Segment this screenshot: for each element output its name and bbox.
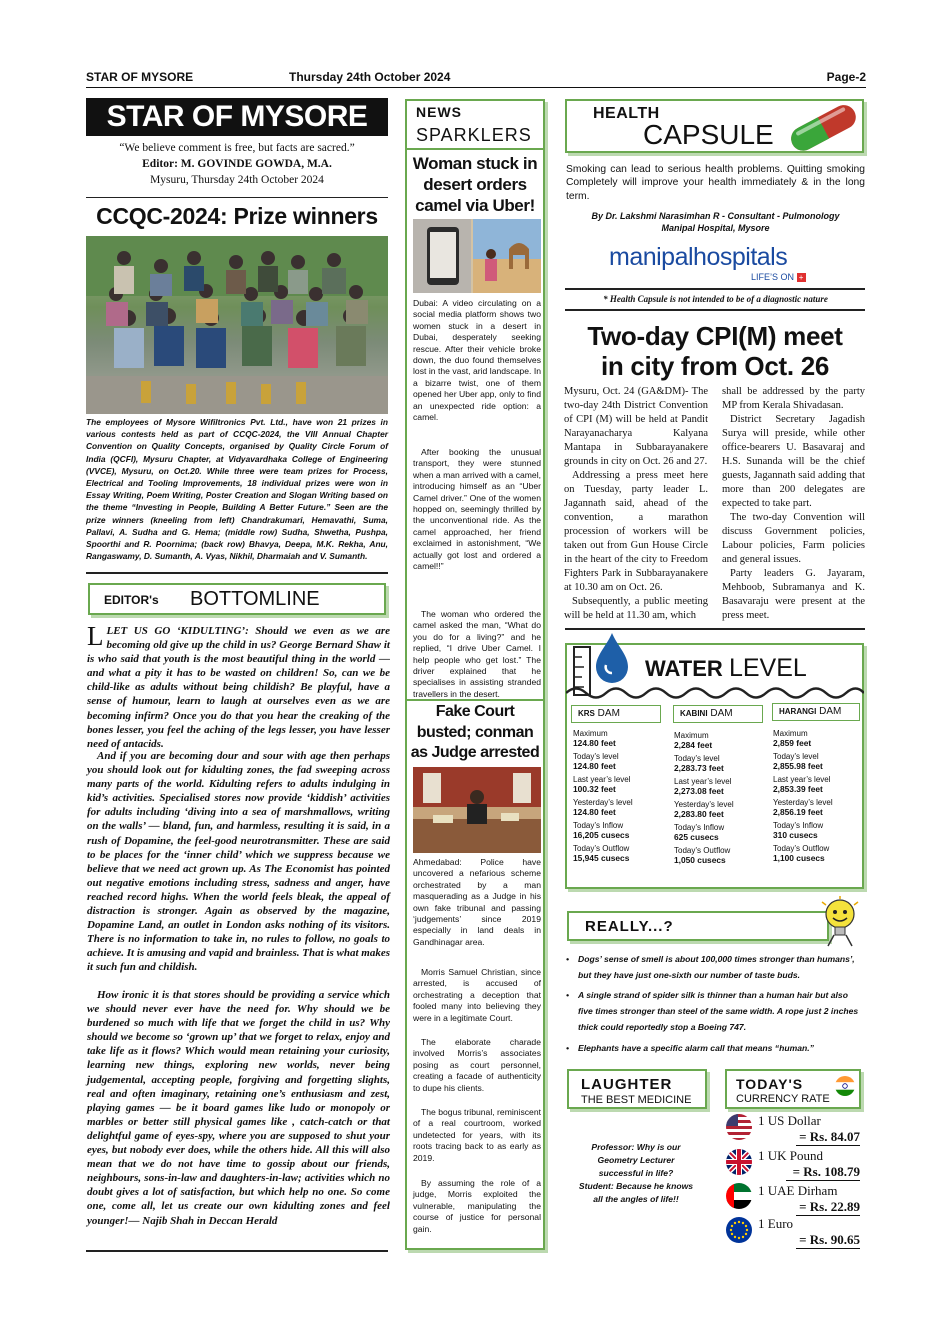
masthead-title: STAR OF MYSORE	[86, 98, 388, 136]
currency-usd-unit: 1 US Dollar	[758, 1113, 821, 1128]
laughter-joke: Professor: Why is our Geometry Lecturer successful in life? Student: Because he knows all the angles of life!!	[578, 1142, 694, 1204]
story1-paragraph-3: The woman who ordered the camel asked the man, “What do you do for a living?” and he replied, “I drive Uber Camel. I help people who get lost.” The driver explained that he specialises in assisting stranded travellers in the desert.	[413, 609, 541, 699]
currency-title: TODAY'S	[736, 1076, 804, 1092]
india-flag-icon	[834, 1075, 856, 1097]
health-label-top: HEALTH	[593, 105, 660, 122]
currency-eur-value: = Rs. 90.65	[796, 1232, 860, 1249]
dam-label-kabini: KABINI DAM	[673, 705, 763, 723]
masthead-editor: Editor: M. GOVINDE GOWDA, M.A.	[142, 158, 332, 170]
currency-aed-unit: 1 UAE Dirham	[758, 1183, 838, 1198]
story2-paragraph-5: By assuming the role of a judge, Morris exploited the vulnerable, manipulating the course of justice for personal gain.	[413, 1178, 541, 1234]
water-waves-icon	[566, 683, 864, 701]
sparklers-label-top: NEWS	[416, 104, 462, 120]
manipal-logo: manipalhospitals	[609, 243, 788, 271]
currency-eur-unit: 1 Euro	[758, 1216, 794, 1231]
really-title: REALLY...?	[585, 918, 674, 935]
cpim-headline: Two-day CPI(M) meet in city from Oct. 26	[587, 321, 843, 381]
uae-flag-icon	[726, 1183, 752, 1209]
cpim-left-column: Mysuru, Oct. 24 (GA&DM)- The two-day 24th District Convention of CPI (M) will be held at Pandit Narayanacharya Kalyana Mantapa in Subbarayanakere grounds in city on Oct. 26 and 27. Addressing a press meet here on Tuesday, party leader L. Jagannath said, ahead of the convention, a marathon procession of workers will be taken out from Gun House Circle in the heart of the city to Freedom Fighters Park in Subbarayanakere at 10.30 am on Oct. 26. Subsequently, a public meeting will be held at 11.30 am, which	[564, 386, 708, 621]
currency-gbp-unit: 1 UK Pound	[758, 1148, 824, 1163]
eu-flag-icon	[726, 1217, 752, 1243]
health-disclaimer: * Health Capsule is not intended to be of a diagnostic nature	[603, 294, 828, 304]
story2-paragraph-1: Ahmedabad: Police have uncovered a nefarious scheme orchestrated by a man masquerading as a Judge in his own fake tribunal and passing ‘judgements’ since 2019 especially in land deals in Gandhinagar area.	[413, 857, 541, 947]
story2-paragraph-3: The elaborate charade involved Morris’s associates posing as court personnel, creating a facade of authenticity to dupe his clients.	[413, 1037, 541, 1093]
really-title-box	[567, 911, 829, 941]
dam-stats-krs: Maximum 124.80 feet Today’s level 124.80 feet Last year’s level 100.32 feet Yesterday’s level 124.80 feet Today’s Inflow 16,205 cusecs Today’s Outflow 15,945 cusecs	[573, 729, 633, 863]
laughter-subtitle: THE BEST MEDICINE	[581, 1094, 692, 1106]
bottomline-label-box	[88, 583, 386, 615]
bottomline-paragraph-1: LLET US GO ‘KIDULTING’: Should we even as we are becoming old give up the child in us? George Bernard Shaw it is who said that youth is the most beautiful thing in the world — and what a pity it has to be wasted on children! So, can we be child-like as adults without being childish? Be playful, have a sense of humour, learn to laugh at ourselves even as we are becoming infirm? Once you do that you hear the creaking of the bones lesser, you feel the aching of the legs lesser, you have lesser need of antacids.	[87, 621, 390, 750]
health-capsule-box	[565, 99, 864, 153]
really-item: • A single strand of spider silk is thinner than a human hair but also five times stronger than steel of the same width. A rope just 2 inches thick could reportedly stop a Boeing 747.	[566, 990, 859, 1032]
dam-stats-kabini: Maximum 2,284 feet Today’s level 2,283.73 feet Last year’s level 2,273.08 feet Yesterday’s level 2,283.80 feet Today’s Inflow 625 cusecs Today’s Outflow 1,050 cusecs	[674, 731, 734, 865]
currency-gbp-value: = Rs. 108.79	[786, 1164, 860, 1181]
header-date: Thursday 24th October 2024	[289, 70, 451, 84]
dam-label-harangi: HARANGI DAM	[772, 703, 860, 721]
story1-paragraph-1: Dubai: A video circulating on a social media platform shows two women stuck in a desert in Dubai, desperately seeking rescue. After their vehicle broke down, the duo found themselves lost in the vast, arid landscape. In a bizarre twist, one of them opened her Uber app, only to find an unexpected ride option: a camel.	[413, 298, 541, 423]
page-header	[86, 68, 866, 88]
divider	[86, 572, 388, 574]
currency-subtitle: CURRENCY RATE	[736, 1093, 830, 1105]
health-text: Smoking can lead to serious health problems. Quitting smoking Completely will improve your health immediately & in the long term.	[566, 164, 865, 202]
laughter-title: LAUGHTER	[581, 1076, 673, 1093]
divider	[407, 148, 543, 150]
pill-icon	[782, 102, 864, 152]
really-item: • Dogs’ sense of smell is about 100,000 times stronger than humans’, but they have just one-sixth our number of taste buds.	[566, 954, 855, 980]
masthead-dateline: Mysuru, Thursday 24th October 2024	[150, 174, 324, 186]
story1-paragraph-2: After booking the unusual transport, they were stunned when a man arrived with a camel, introducing himself as an “Uber Camel driver.” One of the women hopped on, seemingly thrilled by the unconventional ride. As the camel approached, her friend exclaimed in astonishment, “We actually got lost and ordered a camel!!”	[413, 447, 542, 572]
divider	[565, 309, 865, 311]
really-list	[566, 952, 865, 1056]
bottomline-paragraph-3: How ironic it is that stores should be providing a service which we should never ever have the need for. Why should we be burdened so much with life that we forget the child in us? Why should we become so ‘grown up’ that we forget to relax, enjoy and take life as it flows? Which would mean retaining your curiosity, learning new things, exploring new worlds, never being judgemental, accepting people, forgiving and forgetting slights, real and often imaginary, retaining one’s enthusiasm and zest, playing games — be it board games like ludo or monopoly or marbles or better still physical games like , catch-catch or that delightful game of eyes-spy, where you are supposed to shut your eyes, but nobody ever does, while the others hide. All this will also mean that we do not have time to gossip about our friends, neighbours, sons-in-law and daughters-in-law; activities which no doubt gives a lot of satisfaction, but which help no one. So come one, come all, let us create our own kidulting zones and feel younger!— Najib Shah in Deccan Herald	[87, 989, 390, 1227]
story1-photo	[413, 219, 541, 293]
divider	[86, 1250, 388, 1252]
ccqc-group-photo	[86, 236, 388, 414]
dam-stats-harangi: Maximum 2,859 feet Today’s level 2,855.98 feet Last year’s level 2,853.39 feet Yesterday’s level 2,856.19 feet Today’s Inflow 310 cusecs Today’s Outflow 1,100 cusecs	[773, 729, 833, 863]
story2-paragraph-2: Morris Samuel Christian, since arrested, is accused of orchestrating a deception that fooled many into believing they were in a legitimate Court.	[413, 967, 541, 1023]
laughter-title-box	[567, 1069, 707, 1109]
ccqc-caption: The employees of Mysore Wifiltronics Pvt. Ltd., have won 21 prizes in various contests held as part of CCQC-2024, the VIII Annual Chapter Convention on Quality Concepts, organised by Quality Circle Forum of India (QCFI), Mysuru Chapter, at Vidyavardhaka College of Engineering (VVCE), Mysuru, on Oct.20. While three were team prizes for Process, Electrical and Tooling Improvements, 18 individual prizes were won in Essay Writing, Poem Writing, Poster Creation and Slogan Writing based on the theme “Investing in People, Building A Better Future.” Seen are the prize winners (kneeling from left) Chandrakumari, Hemavathi, Suma, Pallavi, A. Sudha and G. Hema; (middle row) Sudha, Shwetha, Pushpa, Spoorthi and R. Poornima; (back row) Bhavya, Deepa, M.K. Rekha, Anu, Rangaswamy, D. Sumanth, A. Vyas, Nikhil, Dharmaiah and V. Sumanth.	[86, 417, 388, 562]
divider	[407, 699, 543, 701]
water-level-title: WATER LEVEL	[645, 654, 807, 682]
header-page-number: Page-2	[826, 70, 866, 84]
health-label-bottom: CAPSULE	[643, 119, 774, 150]
really-item: • Elephants have a specific alarm call that means “human.”	[566, 1042, 814, 1053]
health-byline	[566, 210, 865, 234]
currency-usd-value: = Rs. 84.07	[796, 1129, 860, 1146]
story2-paragraph-4: The bogus tribunal, reminiscent of a real courtroom, worked undetected for years, with its roots tracing back to as early as 2019.	[413, 1107, 541, 1163]
divider	[86, 197, 388, 198]
health-byline-doctor: By Dr. Lakshmi Narasimhan R - Consultant - Pulmonology	[591, 211, 840, 221]
story1-headline: Woman stuck in desert orders camel via Uber!	[412, 154, 538, 215]
masthead-info	[86, 140, 388, 188]
usa-flag-icon	[726, 1114, 752, 1140]
bottomline-label-light: BOTTOMLINE	[190, 588, 320, 610]
divider	[565, 288, 865, 290]
currency-aed-value: = Rs. 22.89	[796, 1199, 860, 1216]
ccqc-headline: CCQC-2024: Prize winners	[96, 203, 378, 229]
health-byline-hospital: Manipal Hospital, Mysore	[661, 223, 770, 233]
story2-photo	[413, 767, 541, 853]
story2-headline: Fake Court busted; conman as Judge arrested	[410, 703, 540, 761]
currency-title-box	[725, 1069, 861, 1109]
uk-flag-icon	[726, 1149, 752, 1175]
lightbulb-icon	[818, 896, 864, 950]
header-paper-name: STAR OF MYSORE	[86, 70, 194, 84]
sparklers-label-bottom: SPARKLERS	[416, 125, 532, 145]
manipal-tagline: LIFE’S ON +	[751, 272, 806, 282]
bottomline-label-bold: EDITOR's	[104, 593, 159, 607]
masthead-motto: “We believe comment is free, but facts are sacred.”	[119, 142, 355, 154]
cpim-right-column: shall be addressed by the party MP from Kerala Shivadasan. District Secretary Jagadish Surya will preside, while other office-bearers U. Basavaraj and H.S. Sunanda will be the chief guests, Jagannath said adding that more than 200 delegates are expected to take part. The two-day Convention will discuss Government policies, Labour policies, Farm policies and general issues. Party leaders G. Jayaram, Mehboob, Subramanya and K. Basavaraju were present at the press meet.	[722, 386, 865, 621]
dam-label-krs: KRS DAM	[571, 705, 661, 723]
bottomline-paragraph-2: And if you are becoming dour and sour with age then perhaps you should look out for kidulting zones, the fad sweeping across many parts of the world. Kidulting refers to adults indulging in kid’s activities. Specialised stores now provide ‘kiddish’ activities for adults including ‘diving into a sea of marshmallows, writing on the walls’ — bland, fun, and harmless, resulting it is said, in a rush of Dopamine, the feel-good neurotransmitter. These are said to be places for the ‘inner child’ which we suppress because we believe that we need act grown up. As The Economist has pointed out negative emotions including stress, sadness and anger, have reached record highs. When the world feels bleak, the appeal of distraction is stronger. Again as observed by the magazine, Dopamine Land, an outlet in London asks nothing of its visitors. There is no information to take in, no rules to follow, no goals to achieve. It is amusing and vapid and brainless. That is what makes it such fun and childish.	[87, 750, 390, 974]
